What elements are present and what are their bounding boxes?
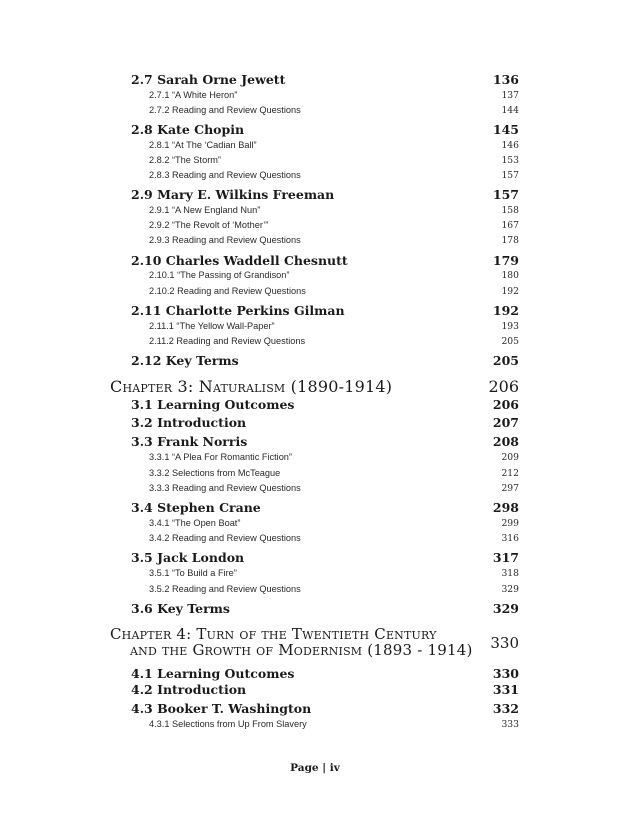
toc-chapter-title-line2: and the Growth of Modernism (1893 - 1914) [130,641,473,659]
toc-page-number: 153 [501,155,519,166]
toc-page-number: 178 [501,235,519,246]
toc-page-number: 298 [492,500,519,515]
toc-page-number: 209 [501,452,519,463]
toc-title: 2.11 Charlotte Perkins Gilman [131,303,345,318]
toc-page-number: 206 [488,377,519,396]
toc-title: 2.8.2 “The Storm” [149,155,221,165]
toc-title: 3.4.2 Reading and Review Questions [149,533,301,543]
toc-title: 2.8.3 Reading and Review Questions [149,170,301,180]
toc-page-number: 333 [501,719,519,730]
toc-page-number: 193 [501,321,519,332]
toc-page-number: 212 [501,468,519,479]
toc-title: 2.10.1 “The Passing of Grandison” [149,270,290,280]
toc-page-number: 330 [490,634,519,652]
toc-page-number: 167 [501,220,519,231]
toc-title: 3.3.3 Reading and Review Questions [149,483,301,493]
toc-title: 4.3 Booker T. Washington [131,701,312,716]
toc-page-number: 329 [501,584,519,595]
toc-page-number: 208 [492,434,519,449]
toc-title: 2.7 Sarah Orne Jewett [131,72,286,87]
toc-title: 3.3 Frank Norris [131,434,248,449]
toc-title: 2.9.2 “The Revolt of ‘Mother’” [149,220,269,230]
toc-page-number: 157 [501,170,519,181]
toc-title: 3.5 Jack London [131,550,245,565]
toc-page-number: 329 [492,601,519,616]
toc-title: 3.6 Key Terms [131,601,230,616]
toc-title: 2.10.2 Reading and Review Questions [149,286,306,296]
toc-page-number: 205 [492,353,519,368]
toc-title: 3.4.1 “The Open Boat” [149,518,241,528]
toc-page-number: 207 [492,415,519,430]
page-footer: Page | iv [290,762,340,774]
toc-title: 4.1 Learning Outcomes [131,666,295,681]
toc-page-number: 316 [501,533,519,544]
toc-page-number: 180 [501,270,519,281]
toc-title: 3.1 Learning Outcomes [131,397,295,412]
toc-chapter-title-line1: Chapter 4: Turn of the Twentieth Century [110,625,437,643]
toc-page-number: 144 [501,105,519,116]
toc-page-number: 297 [501,483,519,494]
toc-title: 3.5.1 “To Build a Fire” [149,568,237,578]
toc-page-number: 192 [501,286,519,297]
toc-title: 3.3.2 Selections from McTeague [149,468,281,478]
toc-title: 2.12 Key Terms [131,353,239,368]
toc-page-number: 206 [492,397,519,412]
toc-title: 2.9.3 Reading and Review Questions [149,235,301,245]
toc-page-number: 179 [492,253,519,268]
toc-title: 2.7.2 Reading and Review Questions [149,105,301,115]
toc-page-number: 157 [492,187,519,202]
toc-page-number: 146 [501,140,519,151]
toc-chapter-title: Chapter 3: Naturalism (1890-1914) [110,377,393,396]
toc-page-number: 330 [492,666,519,681]
toc-title: 2.7.1 “A White Heron” [149,90,238,100]
toc-title: 4.3.1 Selections from Up From Slavery [149,719,307,729]
toc-page-number: 205 [501,336,519,347]
toc-title: 2.10 Charles Waddell Chesnutt [131,253,348,268]
toc-page-number: 145 [492,122,519,137]
toc-title: 2.9.1 “A New England Nun” [149,205,261,215]
toc-page-number: 158 [501,205,519,216]
toc-title: 2.11.2 Reading and Review Questions [149,336,306,346]
toc-page-number: 136 [492,72,519,87]
toc-page-number: 137 [501,90,519,101]
toc-page-number: 331 [492,682,519,697]
toc-title: 2.8 Kate Chopin [131,122,245,137]
toc-title: 2.11.1 “The Yellow Wall-Paper” [149,321,275,331]
toc-title: 3.4 Stephen Crane [131,500,261,515]
toc-chapter-title [110,626,473,658]
toc-page-number: 318 [501,568,519,579]
toc-title: 4.2 Introduction [131,682,247,697]
toc-page-number: 317 [492,550,519,565]
toc-page-number: 192 [492,303,519,318]
toc-page-number: 332 [492,701,519,716]
toc-title: 2.8.1 “At The ‘Cadian Ball” [149,140,257,150]
toc-title: 2.9 Mary E. Wilkins Freeman [131,187,335,202]
toc-title: 3.5.2 Reading and Review Questions [149,584,301,594]
toc-page-number: 299 [501,518,519,529]
toc-title: 3.3.1 “A Plea For Romantic Fiction” [149,452,292,462]
toc-title: 3.2 Introduction [131,415,247,430]
